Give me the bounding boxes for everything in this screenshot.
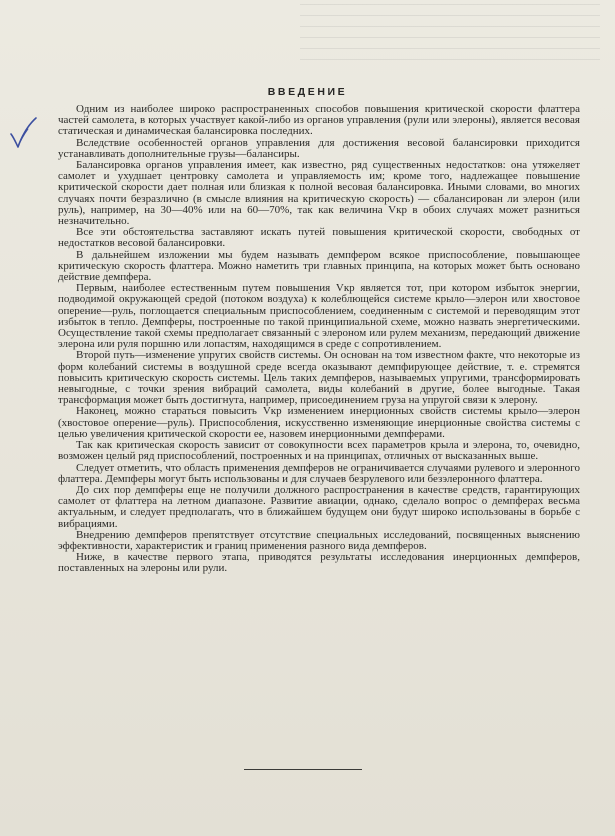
paragraph: Балансировка органов управления имеет, как известно, ряд существенных недостатков: она утяжеляет самолет и ухудшает центровку самолета и управляемость им; кроме того, надлежащее повышение критической скорости дает полная или близкая к полной весовая балансировка. Иными словами, во многих случаях почти безразлично (в смысле влияния на критическую скорость) — сбалансирован ли элерон (или руль), например, на 30—40% или на 60—70%, так как величина Vкр в обоих случаях может разниться незначительно. bbox=[58, 159, 580, 228]
paragraph: Вследствие особенностей органов управления для достижения весовой балансировки приходится устанавливать дополнительные грузы—балансиры. bbox=[58, 136, 580, 160]
paragraph: Первым, наиболее естественным путем повышения Vкр является тот, при котором избыток энергии, подводимой окружающей средой (потоком воздуха) к колеблющейся системе крыло—элерон или хвостовое оперение—руль, поглощается специальным приспособлением, соединенным с системой и переводящим этот избыток в тепло. Демпферы, построенные по такой принципиальной схеме, можно назвать энергетическими. Осуществление такой схемы предполагает связанный с элероном или рулем механизм, передающий движение элерона или руля поршню или лопастям, находящимся в среде с сопротивлением. bbox=[58, 282, 580, 351]
paragraph: Одним из наиболее широко распространенных способов повышения критической скорости флаттера частей самолета, в которых участвует какой-либо из органов управления (рули или элероны), является весовая статическая и динамическая балансировка последних. bbox=[58, 103, 580, 138]
check-mark-icon bbox=[8, 116, 38, 150]
paragraph: Так как критическая скорость зависит от совокупности всех параметров крыла и элерона, то, очевидно, возможен целый ряд приспособлений, построенных и на принципах, отличных от высказанных выше. bbox=[58, 439, 580, 463]
bleed-through-texture bbox=[300, 4, 600, 64]
paragraph: В дальнейшем изложении мы будем называть демпфером всякое приспособление, повышающее критическую скорость флаттера. Можно наметить три главных принципа, на которых может быть основано действие демпфера. bbox=[58, 248, 580, 284]
paragraph: Ниже, в качестве первого этапа, приводятся результаты исследования инерционных демпферов, поставленных на элероны или рули. bbox=[58, 551, 580, 575]
paragraph: Все эти обстоятельства заставляют искать путей повышения критической скорости, свободных от недостатков весовой балансировки. bbox=[58, 226, 580, 250]
paragraph: Следует отметить, что область применения демпферов не ограничивается случаями рулевого и элеронного флаттера. Демпферы могут быть использованы и для случаев безрулевого или безэлеронного флаттера. bbox=[58, 461, 580, 485]
paragraph: Наконец, можно стараться повысить Vкр изменением инерционных свойств системы крыло—элерон (хвостовое оперение—руль). Приспособления, искусственно изменяющие инерционные свойства системы с целью увеличения критической скорости ее, назовем инерционными демпферами. bbox=[58, 405, 580, 440]
paragraph: До сих пор демпферы еще не получили должного распространения в качестве средств, гарантирующих самолет от флаттера на летном диапазоне. Развитие авиации, однако, сделало вопрос о демпферах весьма актуальным, и следует предполагать, что в ближайшем будущем они будут широко использованы в борьбе с вибрациями. bbox=[58, 483, 580, 530]
closing-divider bbox=[244, 769, 362, 770]
page-title: ВВЕДЕНИЕ bbox=[267, 86, 348, 98]
paragraph: Внедрению демпферов препятствует отсутствие специальных исследований, посвященных выяснению эффективности, характеристик и границ применения разного вида демпферов. bbox=[58, 528, 580, 552]
paragraph: Второй путь—изменение упругих свойств системы. Он основан на том известном факте, что некоторые из форм колебаний системы в воздушной среде всегда оказывают демпфирующее действие, т. е. стремятся повысить критическую скорость системы. Цель таких демпферов, называемых упругими, трансформировать невыгодные, с точки зрения вибраций самолета, виды колебаний в другие, более выгодные. Такая трансформация может быть достигнута, например, присоединением груза на упругой связи к элерону. bbox=[58, 349, 580, 407]
body-text bbox=[58, 104, 580, 575]
